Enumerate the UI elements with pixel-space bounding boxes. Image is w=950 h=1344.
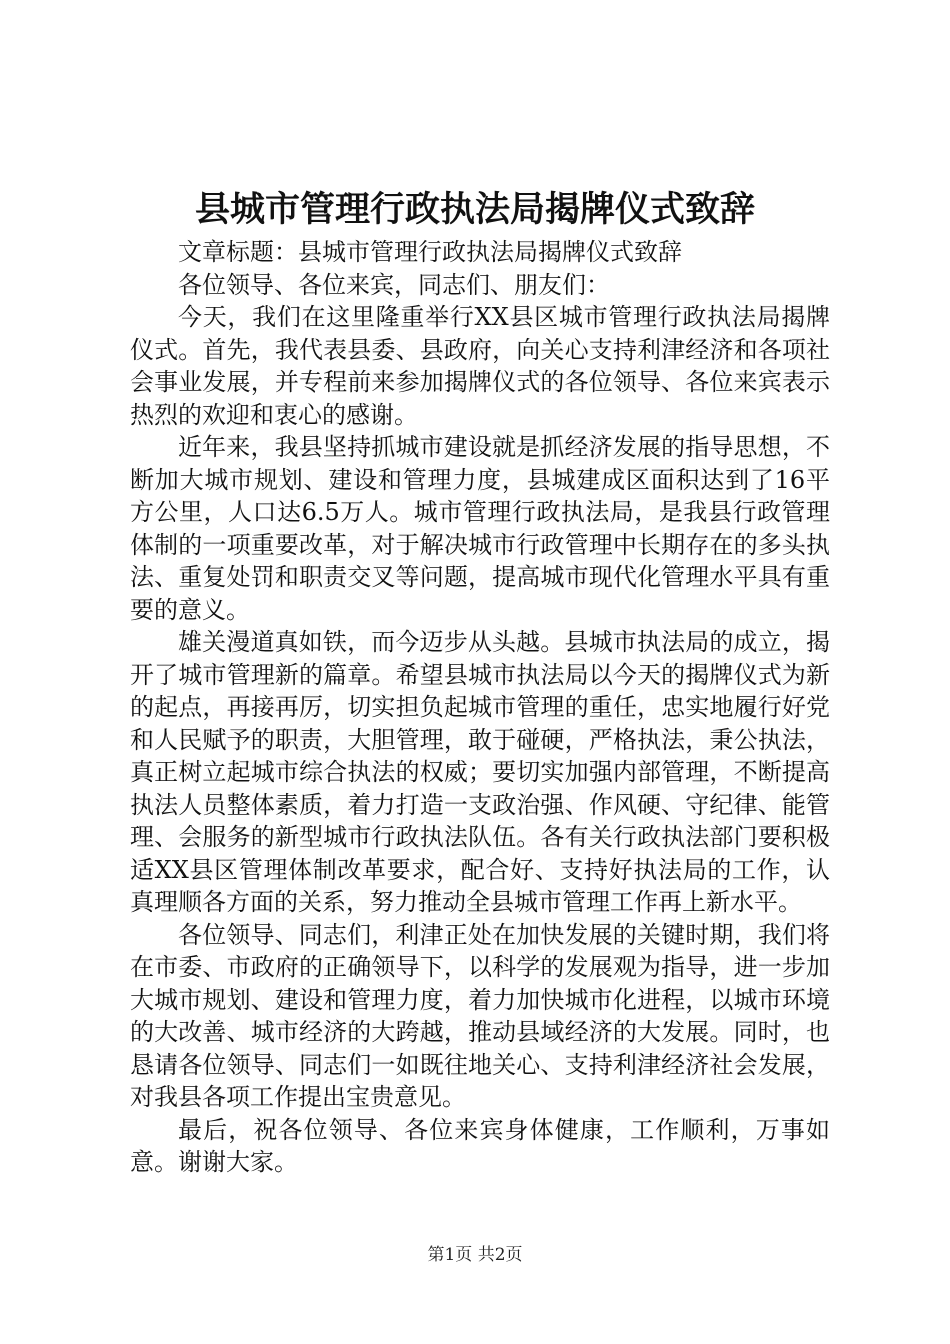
body-paragraph: 各位领导、同志们，利津正处在加快发展的关键时期，我们将在市委、市政府的正确领导下，以科学的发展观为指导，进一步加大城市规划、建设和管理力度，着力加快城市化进程，以城市环境的大改善、城市经济的大跨越，推动县域经济的大发展。同时，也恳请各位领导、同志们一如既往地关心、支持利津经济社会发展，对我县各项工作提出宝贵意见。 <box>130 920 830 1111</box>
body-paragraph: 雄关漫道真如铁，而今迈步从头越。县城市执法局的成立，揭开了城市管理新的篇章。希望县城市执法局以今天的揭牌仪式为新的起点，再接再厉，切实担负起城市管理的重任，忠实地履行好党和人民赋予的职责，大胆管理，敢于碰硬，严格执法，秉公执法，真正树立起城市综合执法的权威；要切实加强内部管理，不断提高执法人员整体素质，着力打造一支政治强、作风硬、守纪律、能管理、会服务的新型城市行政执法队伍。各有关行政执法部门要积极适XX县区管理体制改革要求，配合好、支持好执法局的工作，认真理顺各方面的关系，努力推动全县城市管理工作再上新水平。 <box>130 628 830 916</box>
salutation: 各位领导、各位来宾，同志们、朋友们： <box>178 270 610 299</box>
document-title: 县城市管理行政执法局揭牌仪式致辞 <box>194 189 755 230</box>
body-paragraph: 今天，我们在这里隆重举行XX县区城市管理行政执法局揭牌仪式。首先，我代表县委、县政府，向关心支持利津经济和各项社会事业发展，并专程前来参加揭牌仪式的各位领导、各位来宾表示热烈的欢迎和衷心的感谢。 <box>130 303 830 429</box>
article-title-line: 文章标题：县城市管理行政执法局揭牌仪式致辞 <box>178 238 682 266</box>
document-body <box>130 236 830 1179</box>
body-paragraph: 近年来，我县坚持抓城市建设就是抓经济发展的指导思想，不断加大城市规划、建设和管理力度，县城建成区面积达到了16平方公里，人口达6.5万人。城市管理行政执法局，是我县行政管理体制的一项重要改革，对于解决城市行政管理中长期存在的多头执法、重复处罚和职责交叉等问题，提高城市现代化管理水平具有重要的意义。 <box>130 433 830 624</box>
closing-paragraph: 最后，祝各位领导、各位来宾身体健康，工作顺利，万事如意。谢谢大家。 <box>130 1115 830 1176</box>
page-number: 第1页 共2页 <box>427 1245 523 1265</box>
